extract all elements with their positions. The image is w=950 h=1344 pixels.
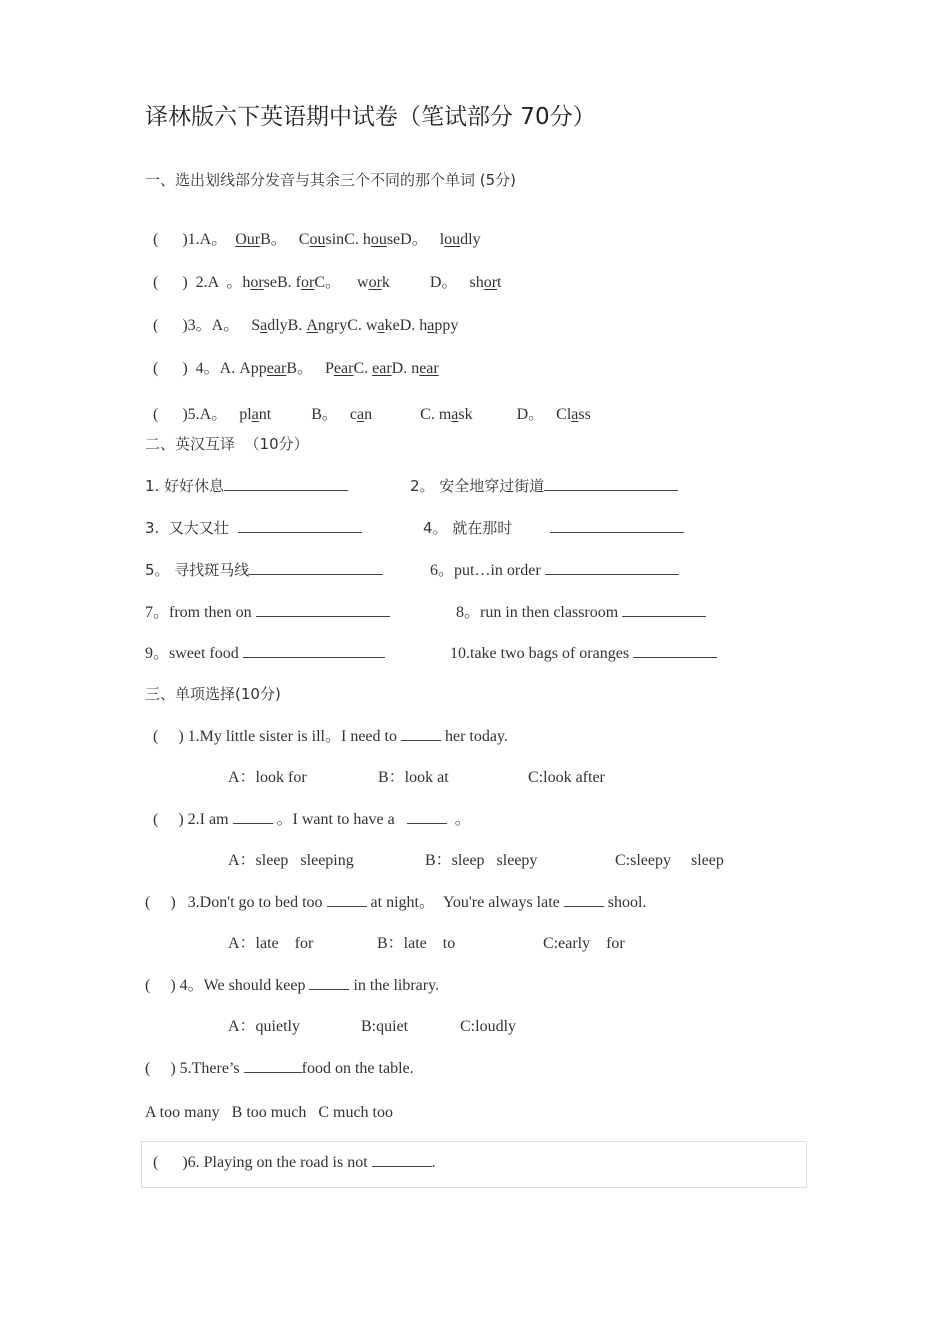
answer-blank[interactable] [633, 656, 717, 658]
answer-blank[interactable] [233, 822, 273, 824]
answer-blank[interactable] [309, 988, 349, 990]
choice-question-5: ( ) 5.There’s food on the table. [145, 1060, 414, 1077]
choice-question-3: ( ) 3.Don't go to bed too at night。 You're always late shool. [145, 894, 647, 911]
section-3-header: 三、单项选择(10分) [145, 685, 281, 703]
choice-3-option-c[interactable]: C:early for [543, 935, 625, 952]
choice-2-option-b[interactable]: B：sleep sleepy [425, 852, 538, 869]
answer-blank[interactable] [243, 656, 385, 658]
answer-blank[interactable] [550, 531, 684, 533]
choice-question-1: ( ) 1.My little sister is ill。I need to her today. [153, 728, 508, 745]
answer-blank[interactable] [224, 489, 348, 491]
translate-item-5: 5。 寻找斑马线 [145, 563, 383, 578]
answer-blank[interactable] [564, 905, 604, 907]
choice-question-2: ( ) 2.I am 。I want to have a 。 [153, 811, 471, 828]
choice-1-option-c[interactable]: C:look after [528, 769, 605, 786]
answer-blank[interactable] [256, 615, 390, 617]
translate-item-2: 2。 安全地穿过街道 [410, 479, 678, 494]
choice-4-option-b[interactable]: B:quiet [361, 1018, 409, 1035]
choice-4-option-c[interactable]: C:loudly [460, 1018, 517, 1035]
translate-item-8: 8。run in then classroom [456, 605, 706, 621]
choice-2-option-c[interactable]: C:sleepy sleep [615, 852, 724, 869]
choice-1-option-a[interactable]: A：look for [228, 769, 307, 786]
answer-blank[interactable] [544, 489, 678, 491]
translate-item-4: 4。 就在那时 [423, 521, 684, 536]
question-1-1: ( )1.A。 OurB。 CousinC. houseD。 loudly [153, 231, 481, 248]
translate-item-7: 7。from then on [145, 605, 390, 621]
choice-2-option-a[interactable]: A：sleep sleeping [228, 852, 354, 869]
answer-blank[interactable] [401, 739, 441, 741]
choice-5-options[interactable]: A too many B too much C much too [145, 1104, 393, 1121]
question-1-2: ( ) 2.A 。horseB. forC。 work D。 short [153, 274, 502, 291]
choice-question-6: ( )6. Playing on the road is not . [153, 1154, 436, 1171]
translate-item-3: 3. 又大又壮 [145, 521, 362, 536]
section-1-header: 一、选出划线部分发音与其余三个不同的那个单词 (5分) [145, 171, 517, 189]
question-1-4: ( ) 4。A. AppearB。 PearC. earD. near [153, 360, 439, 377]
choice-3-option-b[interactable]: B：late to [377, 935, 456, 952]
answer-blank[interactable] [372, 1165, 432, 1167]
answer-blank[interactable] [244, 1071, 302, 1073]
translate-item-10: 10.take two bags of oranges [450, 646, 717, 662]
question-1-3: ( )3。A。 SadlyB. AngryC. wakeD. happy [153, 317, 459, 334]
answer-blank[interactable] [327, 905, 367, 907]
answer-blank[interactable] [622, 615, 706, 617]
answer-blank[interactable] [249, 573, 383, 575]
answer-blank[interactable] [407, 822, 447, 824]
question-1-5: ( )5.A。 plant B。 can C. mask D。 Class [153, 406, 591, 423]
answer-blank[interactable] [545, 573, 679, 575]
translate-item-1: 1. 好好休息 [145, 479, 348, 494]
translate-item-9: 9。sweet food [145, 646, 385, 662]
choice-3-option-a[interactable]: A：late for [228, 935, 314, 952]
page-title: 译林版六下英语期中试卷（笔试部分 70分） [145, 104, 596, 130]
section-2-header: 二、英汉互译 （10分） [145, 435, 309, 453]
choice-1-option-b[interactable]: B：look at [378, 769, 449, 786]
choice-4-option-a[interactable]: A：quietly [228, 1018, 300, 1035]
translate-item-6: 6。put…in order [430, 563, 679, 579]
answer-blank[interactable] [238, 531, 362, 533]
choice-question-4: ( ) 4。We should keep in the library. [145, 977, 440, 994]
